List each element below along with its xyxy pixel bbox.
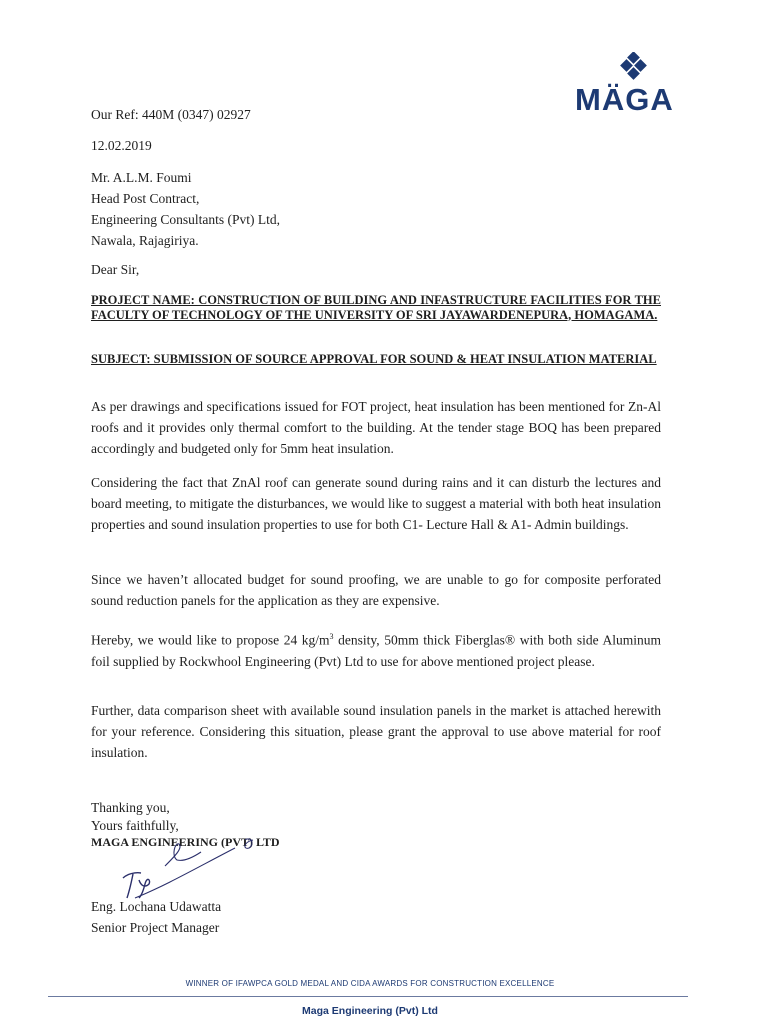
salutation: Dear Sir, <box>91 262 140 277</box>
signatory-name: Eng. Lochana Udawatta <box>91 899 222 914</box>
reference-number: Our Ref: 440M (0347) 02927 <box>91 107 251 122</box>
project-name-heading: PROJECT NAME: CONSTRUCTION OF BUILDING AND INFASTRUCTURE FACILITIES FOR THE FACULTY OF TECHNOLOGY OF THE UNIVERSITY OF SRI JAYAWARDENEPURA, HOMAGAMA. <box>91 293 661 322</box>
paragraph-4-superscript: 3 <box>329 632 334 641</box>
paragraph-3: Since we haven’t allocated budget for sound proofing, we are unable to go for composite perforated sound reduction panels for the application as they are expensive. <box>91 572 661 608</box>
diamond-logo-icon <box>618 52 650 82</box>
handwritten-signature-icon <box>105 826 275 906</box>
letter-date: 12.02.2019 <box>91 138 152 153</box>
footer-company-name: Maga Engineering (Pvt) Ltd <box>302 1005 438 1017</box>
recipient-title: Head Post Contract, <box>91 191 200 206</box>
recipient-address <box>91 168 280 252</box>
paragraph-1: As per drawings and specifications issued for FOT project, heat insulation has been mentioned for Zn-Al roofs and it provides only thermal comfort to the building. At the tender stage BOQ has been prepared accordingly and budgeted only for 5mm heat insulation. <box>91 399 661 456</box>
signatory-block <box>91 896 221 938</box>
maga-logo <box>575 52 695 115</box>
footer-award-text: WINNER OF IFAWPCA GOLD MEDAL AND CIDA AWARDS FOR CONSTRUCTION EXCELLENCE <box>185 979 555 988</box>
paragraph-4-pre: Hereby, we would like to propose 24 kg/m <box>91 632 330 648</box>
recipient-company: Engineering Consultants (Pvt) Ltd, <box>91 212 280 227</box>
signatory-title: Senior Project Manager <box>91 920 220 935</box>
signing-company: MAGA ENGINEERING (PVT) LTD <box>91 835 280 849</box>
paragraph-2: Considering the fact that ZnAl roof can generate sound during rains and it can disturb the lectures and board meeting, to mitigate the disturbances, we would like to suggest a material with both heat insulation properties and sound insulation properties to use for both C1- Lecture Hall & A1- Admin buildings. <box>91 475 661 532</box>
paragraph-5: Further, data comparison sheet with available sound insulation panels in the market is attached herewith for your reference. Considering this situation, please grant the approval to use above material for roof insulation. <box>91 703 661 760</box>
closing-thanks: Thanking you, <box>91 800 170 815</box>
footer-divider <box>48 996 688 997</box>
logo-wordmark: MÄGA <box>575 82 674 117</box>
recipient-location: Nawala, Rajagiriya. <box>91 233 199 248</box>
closing-regards: Yours faithfully, <box>91 818 179 833</box>
paragraph-4-post: density, 50mm thick Fiberglas® with both side Aluminum foil supplied by Rockwhool Engineering (Pvt) Ltd to use for above mentioned project please. <box>91 632 661 669</box>
recipient-name: Mr. A.L.M. Foumi <box>91 170 192 185</box>
paragraph-4 <box>91 626 661 672</box>
subject-heading: SUBJECT: SUBMISSION OF SOURCE APPROVAL FOR SOUND & HEAT INSULATION MATERIAL <box>91 352 657 366</box>
